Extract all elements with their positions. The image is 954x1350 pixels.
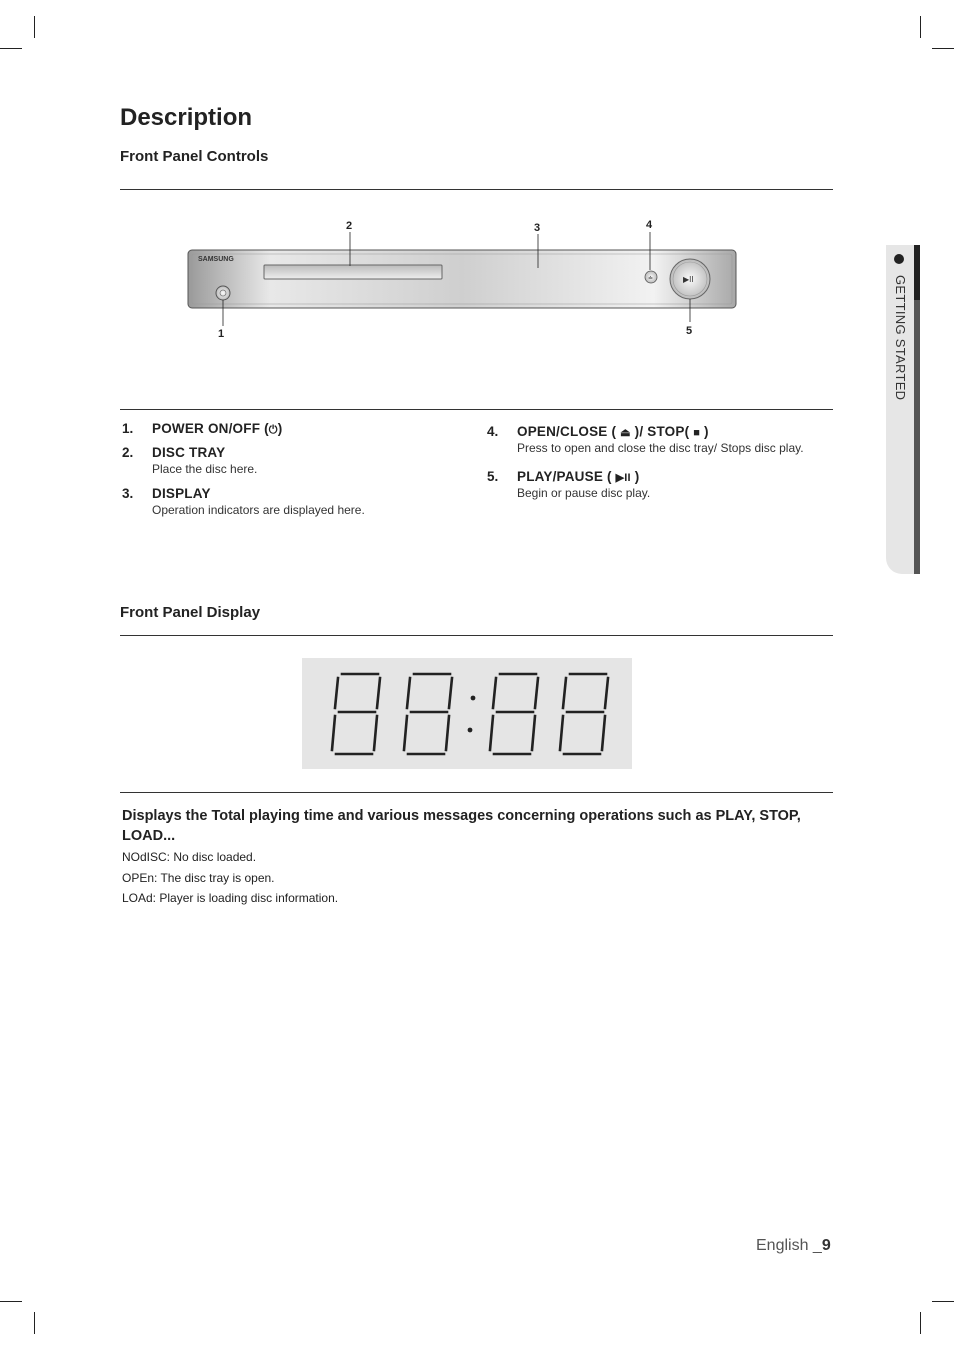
list-item: [122, 486, 462, 517]
svg-text:▶II: ▶II: [683, 275, 694, 284]
item-number: 3.: [122, 486, 134, 501]
callout-4: 4: [646, 219, 653, 231]
item-label: OPEN/CLOSE ( ⏏ )/ STOP( ■ ): [517, 424, 709, 439]
front-panel-diagram: [180, 210, 750, 350]
item-number: 1.: [122, 421, 134, 436]
message-item: OPEn: The disc tray is open.: [122, 871, 275, 885]
crop-mark: [932, 48, 954, 49]
callout-1: 1: [218, 328, 225, 340]
crop-mark: [920, 1312, 921, 1334]
item-description: Place the disc here.: [152, 462, 258, 476]
page-title: Description: [120, 104, 253, 131]
page-number: 9: [821, 1237, 831, 1254]
item-label: DISC TRAY: [152, 445, 226, 460]
crop-mark: [920, 16, 921, 38]
crop-mark: [34, 1312, 35, 1334]
section-title-display: Front Panel Display: [120, 604, 261, 621]
seven-segment-digits: [302, 658, 632, 769]
section-title-controls: Front Panel Controls: [120, 148, 269, 165]
lcd-digit: [490, 674, 538, 754]
callout-5: 5: [686, 325, 693, 337]
power-icon: ⏻: [268, 424, 278, 436]
crop-mark: [0, 48, 22, 49]
item-number: 5.: [487, 469, 499, 484]
lcd-digit: [560, 674, 608, 754]
divider: [120, 409, 833, 410]
message-item: LOAd: Player is loading disc information.: [122, 891, 339, 905]
page-footer: English _9: [756, 1237, 831, 1254]
item-number: 2.: [122, 445, 134, 460]
display-description: Displays the Total playing time and various messages concerning operations such as PLAY, STOP, LOAD...: [122, 808, 801, 844]
stop-icon: ■: [693, 427, 701, 439]
divider: [120, 635, 833, 636]
lcd-display: [302, 658, 632, 769]
disc-tray: [264, 265, 442, 279]
divider: [120, 792, 833, 793]
item-label: DISPLAY: [152, 486, 211, 501]
list-item: [122, 421, 462, 445]
crop-mark: [34, 16, 35, 38]
callout-2: 2: [346, 220, 353, 232]
item-description: Press to open and close the disc tray/ Stops disc play.: [517, 441, 804, 455]
lcd-digit: [332, 674, 380, 754]
crop-mark: [932, 1301, 954, 1302]
power-button: [216, 286, 230, 300]
svg-text:≐: ≐: [648, 276, 654, 282]
play-pause-icon: ▶II: [615, 472, 631, 484]
list-item: [487, 469, 832, 500]
item-description: Operation indicators are displayed here.: [152, 503, 365, 517]
controls-list-left: [122, 421, 462, 517]
eject-icon: ⏏: [620, 427, 631, 439]
brand-logo: SAMSUNG: [198, 256, 234, 263]
bullet-icon: [894, 254, 904, 264]
lcd-digit: [404, 674, 452, 754]
message-item: NOdISC: No disc loaded.: [122, 850, 257, 864]
item-description: Begin or pause disc play.: [517, 486, 651, 500]
list-item: [122, 445, 462, 486]
item-label: POWER ON/OFF (⏻): [152, 421, 283, 436]
list-item: [487, 424, 832, 469]
side-tab-label: GETTING STARTED: [893, 275, 908, 401]
item-number: 4.: [487, 424, 499, 439]
callout-3: 3: [534, 222, 541, 234]
controls-list-right: [487, 424, 832, 500]
lcd-colon-dot: [471, 696, 476, 701]
side-tab-marker: [914, 245, 920, 300]
divider: [120, 189, 833, 190]
lcd-colon-dot: [468, 728, 473, 733]
item-label: PLAY/PAUSE ( ▶II ): [517, 469, 640, 484]
crop-mark: [0, 1301, 22, 1302]
